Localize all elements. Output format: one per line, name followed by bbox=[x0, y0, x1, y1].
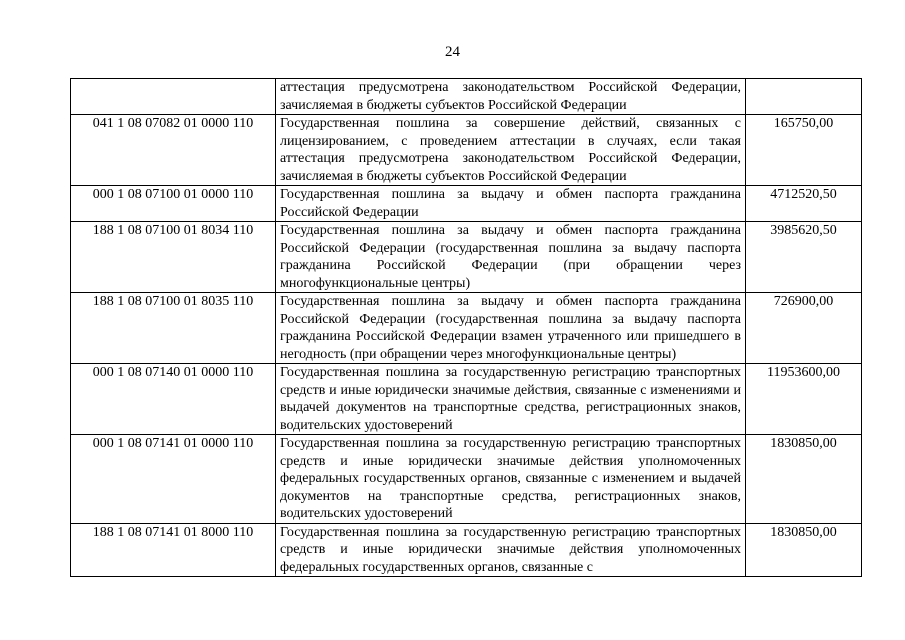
revenue-code: 188 1 08 07100 01 8034 110 bbox=[71, 222, 276, 293]
revenue-amount: 4712520,50 bbox=[746, 186, 862, 222]
table-row bbox=[71, 293, 862, 364]
revenue-description: Государственная пошлина за государственную регистрацию транспортных средств и иные юридически значимые действия уполномоченных федеральных государственных органов, связанные с изменением и выдачей документов на транспортные средства, регистрационных знаков, водительских удостоверений bbox=[276, 435, 746, 524]
table-row bbox=[71, 523, 862, 577]
revenue-description: Государственная пошлина за совершение действий, связанных с лицензированием, с проведением аттестации в случаях, если такая аттестация предусмотрена законодательством Российской Федерации, зачисляемая в бюджеты субъектов Российской Федерации bbox=[276, 115, 746, 186]
revenue-amount: 1830850,00 bbox=[746, 523, 862, 577]
table-row bbox=[71, 186, 862, 222]
revenue-description: Государственная пошлина за выдачу и обмен паспорта гражданина Российской Федерации bbox=[276, 186, 746, 222]
revenue-description: Государственная пошлина за выдачу и обмен паспорта гражданина Российской Федерации (государственная пошлина за выдачу паспорта гражданина Российской Федерации взамен утраченного или пришедшего в негодность (при обращении через многофункциональные центры) bbox=[276, 293, 746, 364]
table-row bbox=[71, 435, 862, 524]
revenue-amount: 165750,00 bbox=[746, 115, 862, 186]
revenue-amount: 726900,00 bbox=[746, 293, 862, 364]
table-row bbox=[71, 222, 862, 293]
revenue-amount: 1830850,00 bbox=[746, 435, 862, 524]
revenue-code: 188 1 08 07100 01 8035 110 bbox=[71, 293, 276, 364]
revenue-code: 041 1 08 07082 01 0000 110 bbox=[71, 115, 276, 186]
revenue-code bbox=[71, 79, 276, 115]
revenue-description: Государственная пошлина за государственную регистрацию транспортных средств и иные юридически значимые действия, связанные с изменениями и выдачей документов на транспортные средства, регистрационных знаков, водительских удостоверений bbox=[276, 364, 746, 435]
revenue-description: Государственная пошлина за государственную регистрацию транспортных средств и иные юридически значимые действия уполномоченных федеральных государственных органов, связанные с bbox=[276, 523, 746, 577]
revenue-code: 000 1 08 07140 01 0000 110 bbox=[71, 364, 276, 435]
revenue-description: Государственная пошлина за выдачу и обмен паспорта гражданина Российской Федерации (государственная пошлина за выдачу паспорта гражданина Российской Федерации (при обращении через многофункциональные центры) bbox=[276, 222, 746, 293]
budget-revenue-table bbox=[70, 78, 862, 577]
revenue-amount: 11953600,00 bbox=[746, 364, 862, 435]
revenue-description: аттестация предусмотрена законодательством Российской Федерации, зачисляемая в бюджеты субъектов Российской Федерации bbox=[276, 79, 746, 115]
page-number: 24 bbox=[445, 44, 460, 60]
revenue-code: 000 1 08 07100 01 0000 110 bbox=[71, 186, 276, 222]
revenue-amount bbox=[746, 79, 862, 115]
revenue-code: 188 1 08 07141 01 8000 110 bbox=[71, 523, 276, 577]
revenue-amount: 3985620,50 bbox=[746, 222, 862, 293]
table-row bbox=[71, 79, 862, 115]
revenue-code: 000 1 08 07141 01 0000 110 bbox=[71, 435, 276, 524]
table-row bbox=[71, 115, 862, 186]
table-row bbox=[71, 364, 862, 435]
